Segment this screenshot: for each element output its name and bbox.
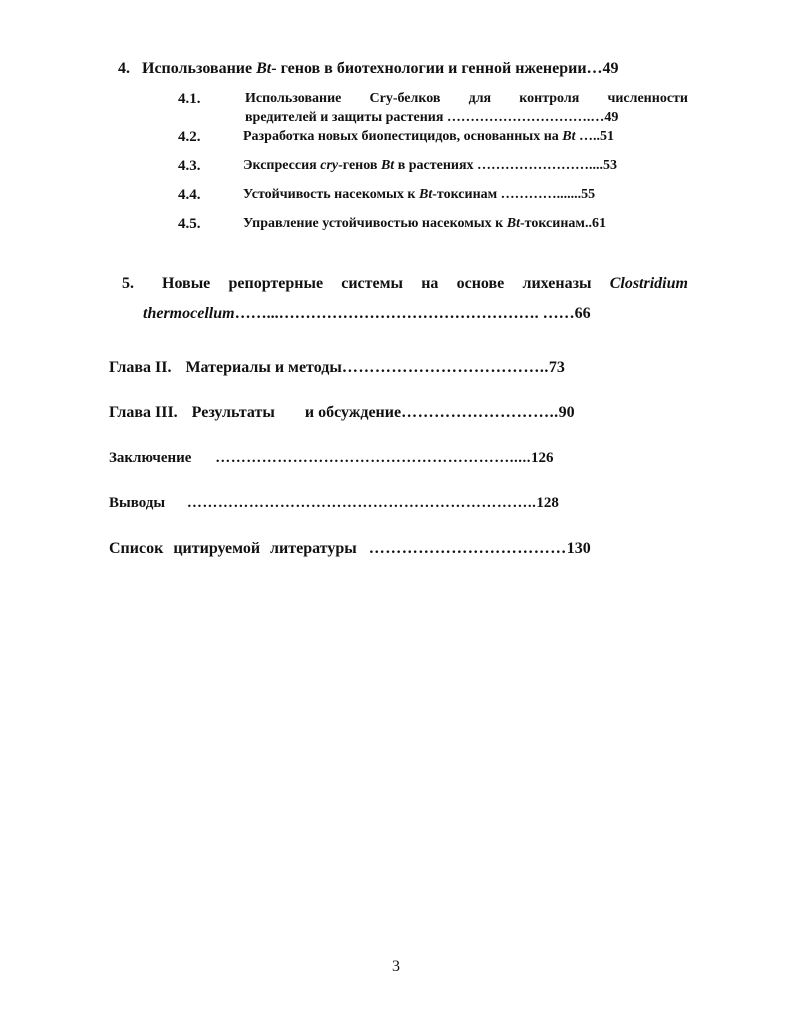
word: основе <box>456 275 505 292</box>
toc-italic: Bt <box>418 187 433 202</box>
chapter-label: Глава III. <box>109 404 178 421</box>
leader-dots: ……………………….. <box>401 404 559 421</box>
word: для <box>468 91 492 106</box>
toc-italic: thermocellum <box>143 305 235 322</box>
toc-findings[interactable] <box>109 495 559 512</box>
toc-entry-4-2[interactable] <box>243 129 614 145</box>
toc-text-tail: ……...…………………………………………. ……66 <box>234 305 591 322</box>
page-number: 3 <box>392 958 400 975</box>
toc-italic: Bt <box>562 129 576 144</box>
toc-entry-4-5[interactable] <box>243 216 606 232</box>
chapter-label: Глава II. <box>109 359 172 376</box>
toc-text-tail: -токсинам ………….......55 <box>432 187 596 202</box>
entry-label: Выводы <box>109 495 166 511</box>
toc-text-tail: …..51 <box>575 129 614 144</box>
toc-italic: Bt <box>506 216 520 231</box>
leader-dots: …………………………………………………..... <box>215 450 531 466</box>
word: цитируемой <box>173 540 261 557</box>
toc-text: -генов <box>338 158 381 173</box>
toc-text-tail: в растениях ……………………....53 <box>394 158 618 173</box>
toc-conclusion[interactable] <box>109 450 553 467</box>
leader-dots: ……………………………….. <box>341 359 549 376</box>
toc-references[interactable] <box>109 540 591 558</box>
toc-text: Экспрессия <box>243 158 321 173</box>
toc-section-4[interactable] <box>118 60 619 78</box>
word: Новые <box>162 275 211 292</box>
word: контроля <box>519 91 580 106</box>
toc-entry-4-1-line2[interactable]: вредителей и защиты растения ………………………….…49 <box>245 110 619 125</box>
toc-entry-5-line2[interactable] <box>143 305 591 323</box>
page-ref: 73 <box>548 359 565 376</box>
toc-text: Устойчивость насекомых к <box>243 187 419 202</box>
page-ref: 128 <box>536 495 559 511</box>
chapter-title: Материалы и методы <box>185 359 342 376</box>
toc-chapter-2[interactable] <box>109 359 565 377</box>
word: системы <box>341 275 404 292</box>
toc-number-4-2: 4.2. <box>178 129 201 145</box>
toc-number-5: 5. <box>122 275 134 292</box>
leader-dots: ……………………………… <box>368 540 567 557</box>
toc-entry-4-4[interactable] <box>243 187 595 203</box>
toc-number: 4. <box>118 60 130 77</box>
toc-chapter-3[interactable] <box>109 404 575 422</box>
toc-number-4-5: 4.5. <box>178 216 201 232</box>
toc-italic: cry <box>320 158 339 173</box>
word: лихеназы <box>522 275 592 292</box>
chapter-title: и обсуждение <box>304 404 402 421</box>
word: на <box>421 275 439 292</box>
page-ref: 90 <box>558 404 575 421</box>
toc-number-4-3: 4.3. <box>178 158 201 174</box>
entry-label: Заключение <box>109 450 192 466</box>
word: Список <box>109 540 164 557</box>
word: Cry-белков <box>369 91 441 106</box>
word: Использование <box>245 91 342 106</box>
toc-italic: Bt <box>256 60 272 77</box>
page-ref: 130 <box>566 540 591 557</box>
toc-text: Использование <box>142 60 257 77</box>
leader-dots: ………………………………………………………….. <box>186 495 537 511</box>
toc-text: Разработка новых биопестицидов, основанных на <box>243 129 563 144</box>
toc-number-4-1: 4.1. <box>178 91 201 107</box>
toc-text-tail: - генов в биотехнологии и генной нженерии…49 <box>271 60 619 77</box>
toc-italic: Bt <box>380 158 395 173</box>
word: численности <box>607 91 688 106</box>
toc-entry-4-3[interactable] <box>243 158 617 174</box>
word: репортерные <box>228 275 324 292</box>
toc-entry-4-1-line1[interactable] <box>245 91 688 107</box>
toc-text-tail: -токсинам..61 <box>519 216 606 231</box>
word-italic: Clostridium <box>609 275 688 292</box>
word: литературы <box>270 540 357 557</box>
toc-text: Управление устойчивостью насекомых к <box>243 216 507 231</box>
page-ref: 126 <box>530 450 554 466</box>
toc-entry-5-line1[interactable] <box>162 275 688 293</box>
chapter-title: Результаты <box>191 404 275 421</box>
toc-number-4-4: 4.4. <box>178 187 201 203</box>
